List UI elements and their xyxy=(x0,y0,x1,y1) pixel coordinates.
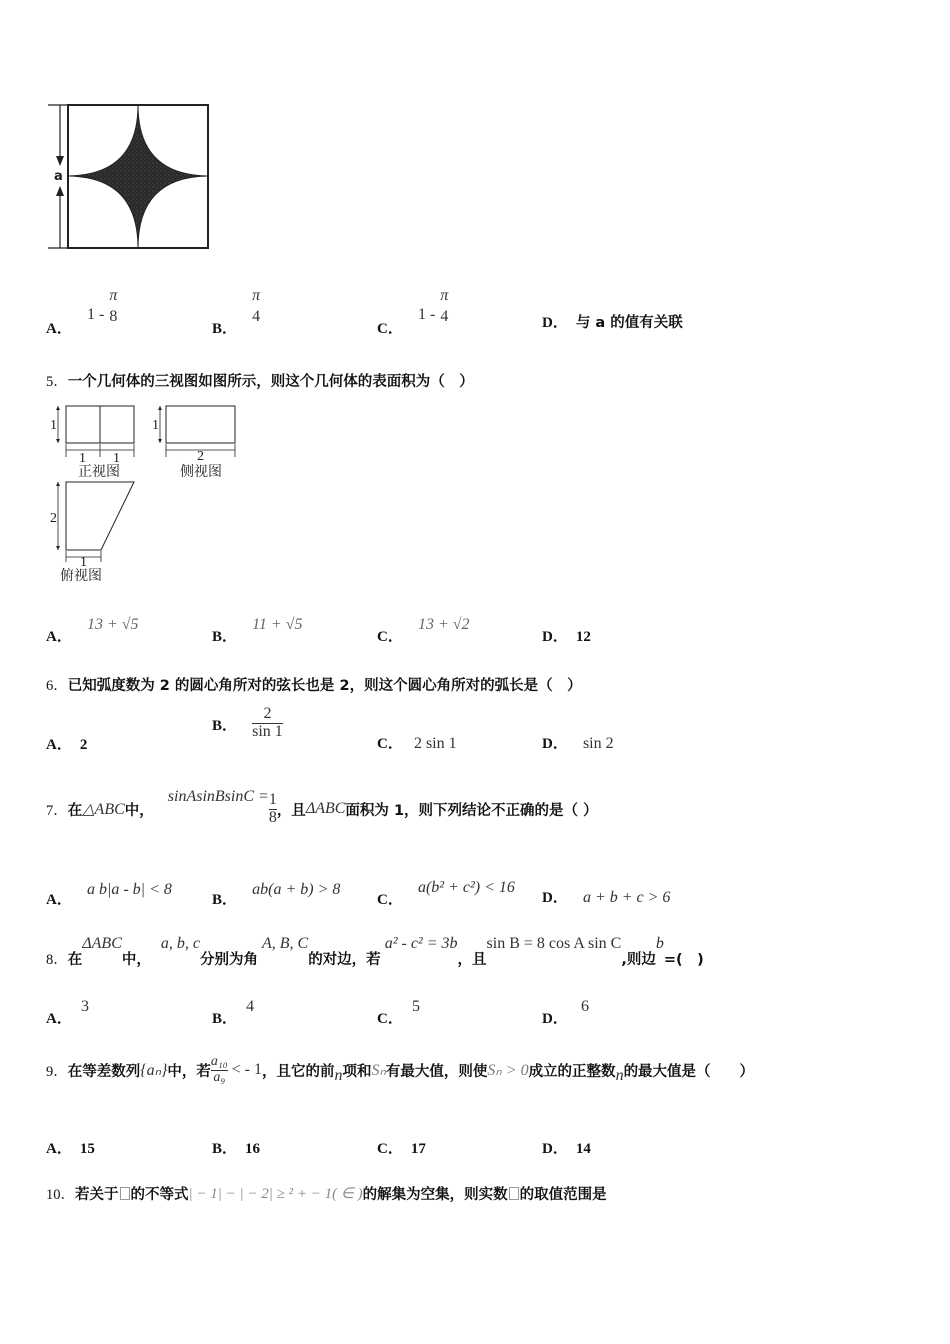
option-value: 2 xyxy=(79,737,88,753)
condition-fraction xyxy=(269,792,277,827)
text-4: 项和 xyxy=(342,1063,372,1080)
q5-option-d[interactable] xyxy=(542,625,591,646)
option-label: D． xyxy=(542,1011,568,1027)
option-value: 11 + √5 xyxy=(252,616,303,633)
triangle-abc-2: ΔABC xyxy=(305,800,346,818)
q6-option-b[interactable] xyxy=(212,706,283,741)
math-6: b xyxy=(655,935,664,952)
option-label: C． xyxy=(377,1141,403,1157)
text-2: 的不等式 xyxy=(130,1187,189,1203)
question-number: 7． xyxy=(46,802,68,819)
q4-option-b[interactable] xyxy=(212,287,261,338)
math-1: ΔABC xyxy=(82,935,122,952)
math-5: n xyxy=(615,1067,624,1085)
text-5: 有最大值，则使 xyxy=(385,1063,488,1080)
q6-stem xyxy=(46,674,582,695)
frac-den: 4 xyxy=(252,307,261,325)
inequality-expr: | − 1| − | − 2| ≥ ² + − 1( ∈ ) xyxy=(188,1186,363,1202)
frac-den: 8 xyxy=(109,307,118,325)
q6-option-d[interactable] xyxy=(542,732,614,753)
q7-option-d[interactable] xyxy=(542,886,670,907)
ratio-fraction xyxy=(211,1055,228,1085)
q7-option-c[interactable] xyxy=(377,876,515,908)
option-label: B． xyxy=(212,321,238,338)
option-label: D． xyxy=(542,890,568,906)
text-7: 的最大值是（ ） xyxy=(623,1063,755,1080)
question-text: 已知弧度数为 2 的圆心角所对的弦长也是 2，则这个圆心角所对的弧长是（ ） xyxy=(67,678,582,694)
front-w1: 1 xyxy=(79,451,86,466)
option-label: C． xyxy=(377,1011,403,1027)
q9-option-b[interactable] xyxy=(212,1137,260,1158)
frac-num: π xyxy=(440,287,449,304)
option-label: B． xyxy=(212,629,238,645)
option-fraction xyxy=(252,288,260,326)
frac-den: sin 1 xyxy=(252,722,283,740)
option-label: D． xyxy=(542,1141,568,1157)
option-value: 4 xyxy=(246,998,255,1015)
option-label: A． xyxy=(46,892,72,908)
option-label: B． xyxy=(212,1141,238,1157)
q5-stem xyxy=(46,370,474,391)
frac-num: 2 xyxy=(263,705,272,722)
question-number: 10． xyxy=(46,1187,75,1203)
option-value: 2 sin 1 xyxy=(413,735,457,752)
side-w: 2 xyxy=(197,449,204,464)
three-view-figure xyxy=(46,402,246,587)
text-post2: 面积为 1，则下列结论不正确的是（ ） xyxy=(345,802,598,819)
q5-option-c[interactable] xyxy=(377,613,470,645)
math-2: n xyxy=(334,1067,343,1085)
option-label: D． xyxy=(542,315,568,331)
option-label: A． xyxy=(46,737,72,753)
option-value: 3 xyxy=(80,998,89,1015)
option-label: B． xyxy=(212,892,238,908)
text-3: 的解集为空集，则实数 xyxy=(362,1187,508,1203)
text-4: 的对边，若 xyxy=(308,952,381,968)
frac-den: 8 xyxy=(268,808,277,826)
option-value: 13 + √2 xyxy=(417,616,470,633)
q4-option-a[interactable] xyxy=(46,287,118,338)
q9-option-c[interactable] xyxy=(377,1137,426,1158)
front-caption: 正视图 xyxy=(78,464,120,480)
q8-stem xyxy=(46,935,704,969)
q9-stem xyxy=(46,1055,754,1085)
missing-glyph-icon xyxy=(120,1187,130,1200)
q8-option-c[interactable] xyxy=(377,995,420,1027)
top-w: 1 xyxy=(80,555,87,570)
text-5: ，且 xyxy=(457,952,487,968)
option-value: 17 xyxy=(410,1141,426,1157)
front-h: 1 xyxy=(50,418,57,433)
option-label: C． xyxy=(377,321,403,338)
side-caption: 侧视图 xyxy=(180,464,222,480)
text-3: ，且它的前 xyxy=(262,1063,335,1080)
frac-num: a₁₀ xyxy=(210,1054,228,1069)
side-h: 1 xyxy=(152,418,159,433)
text-1: 在 xyxy=(67,952,83,968)
option-label: C． xyxy=(377,892,403,908)
astroid-shape xyxy=(68,105,208,248)
option-value: 15 xyxy=(79,1141,95,1157)
option-value: 13 + √5 xyxy=(86,616,139,633)
text-1: 若关于 xyxy=(75,1187,119,1203)
option-value: 5 xyxy=(411,998,420,1015)
q6-option-c[interactable] xyxy=(377,732,457,753)
side-label-a: a xyxy=(54,169,63,184)
option-fraction xyxy=(440,288,448,326)
q9-option-d[interactable] xyxy=(542,1137,591,1158)
question-text: 一个几何体的三视图如图所示，则这个几何体的表面积为（ ） xyxy=(67,374,474,390)
text-1: 在等差数列 xyxy=(67,1063,141,1080)
text-2: 中， xyxy=(121,952,151,968)
math-5: sin B = 8 cos A sin C xyxy=(486,935,622,952)
option-prefix: 1 - xyxy=(417,306,436,324)
astroid-figure xyxy=(40,98,215,253)
option-value: 6 xyxy=(580,998,589,1015)
frac-den: 4 xyxy=(440,307,449,325)
text-6: ,则边 xyxy=(621,952,656,968)
option-fraction xyxy=(109,288,117,326)
option-label: C． xyxy=(377,736,403,752)
triangle-abc: △ABC xyxy=(82,801,125,819)
text-7: =( ) xyxy=(663,952,704,968)
missing-glyph-icon xyxy=(509,1187,519,1200)
option-value: 12 xyxy=(575,629,591,645)
frac-num: π xyxy=(109,287,118,304)
option-label: B． xyxy=(212,1011,238,1027)
q7-stem xyxy=(46,788,598,827)
text-post1: ，且 xyxy=(276,802,306,819)
option-value: a b|a - b| < 8 xyxy=(86,881,172,898)
text-4: 的取值范围是 xyxy=(519,1187,607,1203)
top-caption: 俯视图 xyxy=(60,568,102,584)
q9-option-a[interactable] xyxy=(46,1137,95,1158)
option-value: 14 xyxy=(575,1141,591,1157)
condition: sinAsinBsinC = xyxy=(167,788,269,806)
text-pre: 在 xyxy=(67,802,83,819)
math-2: a, b, c xyxy=(160,935,200,952)
q7-option-a[interactable] xyxy=(46,878,172,908)
q8-option-a[interactable] xyxy=(46,995,89,1027)
q7-option-b[interactable] xyxy=(212,878,341,908)
text-6: 成立的正整数 xyxy=(528,1063,616,1080)
frac-den: a₉ xyxy=(213,1069,226,1085)
option-value: a + b + c > 6 xyxy=(582,889,671,906)
option-label: D． xyxy=(542,629,568,645)
math-3: A, B, C xyxy=(261,935,309,952)
q6-option-a[interactable] xyxy=(46,733,87,754)
q10-stem xyxy=(46,1183,607,1204)
math-4: a² - c² = 3b xyxy=(384,935,458,952)
option-label: A． xyxy=(46,1141,72,1157)
ratio-compare: < - 1 xyxy=(231,1061,263,1079)
option-label: A． xyxy=(46,321,72,338)
option-value: 16 xyxy=(245,1141,261,1157)
top-h: 2 xyxy=(50,511,57,526)
front-w2: 1 xyxy=(113,451,120,466)
q5-option-a[interactable] xyxy=(46,613,139,645)
question-number: 5． xyxy=(46,374,68,390)
question-number: 9． xyxy=(46,1063,68,1080)
question-number: 6． xyxy=(46,678,68,694)
q8-option-d[interactable] xyxy=(542,995,589,1027)
option-prefix: 1 - xyxy=(86,306,105,324)
option-value: a(b² + c²) < 16 xyxy=(417,879,515,896)
option-label: A． xyxy=(46,1011,72,1027)
text-2: 中，若 xyxy=(167,1063,211,1080)
option-label: C． xyxy=(377,629,403,645)
text-mid: 中， xyxy=(124,802,154,819)
q5-option-b[interactable] xyxy=(212,613,303,645)
q8-option-b[interactable] xyxy=(212,995,255,1027)
question-number: 8． xyxy=(46,952,68,968)
option-value: sin 2 xyxy=(582,735,614,752)
q4-option-c[interactable] xyxy=(377,287,449,338)
math-4: Sₙ > 0 xyxy=(487,1062,529,1080)
text-3: 分别为角 xyxy=(199,952,258,968)
q4-option-d[interactable] xyxy=(542,311,683,332)
frac-num: π xyxy=(252,287,261,304)
option-text: 与 a 的值有关联 xyxy=(575,315,683,331)
math-3: Sₙ xyxy=(371,1062,386,1080)
option-value: ab(a + b) > 8 xyxy=(252,881,341,898)
option-label: B． xyxy=(212,717,238,734)
frac-num: 1 xyxy=(268,791,277,808)
option-label: A． xyxy=(46,629,72,645)
option-label: D． xyxy=(542,736,568,752)
option-fraction xyxy=(252,706,283,741)
math-1: {aₙ} xyxy=(140,1062,168,1080)
